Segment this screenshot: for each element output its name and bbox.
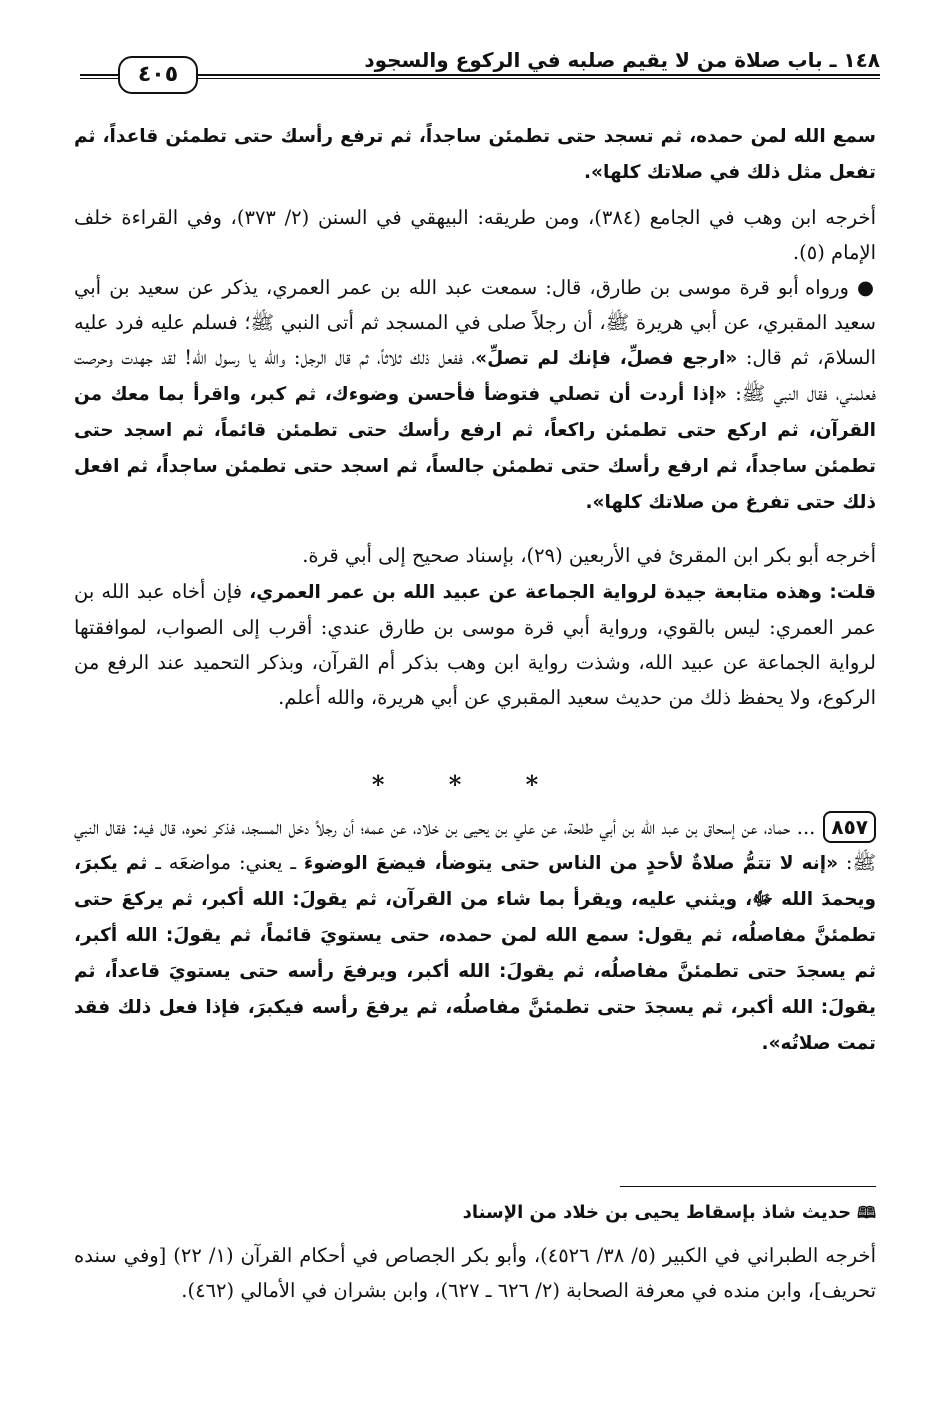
author-comment: فإن أخاه عبد الله بن عمر العمري: ليس بالقوي، ورواية أبي قرة موسى بن طارق عندي: أقرب إلى الصواب، لموافقتها لرواية الجماعة عن عبيد الله، وشذت رواية ابن وهب بذكر أم القرآن، وبذكر التحميد عند الرفع من الركوع، ولا يحفظ ذلك من حديث سعيد المقبري عن أبي هريرة، والله أعلم. [74,580,876,709]
prophet-speech-1: «ارجع فصلِّ، فإنك لم تصلِّ» [475,348,738,369]
running-header [80,46,880,92]
chapter-title: ١٤٨ ـ باب صلاة من لا يقيم صلبه في الركوع والسجود [364,48,880,72]
author-comment-bold: قلت: وهذه متابعة جيدة لرواية الجماعة عن عبيد الله بن عمر العمري، [249,582,876,603]
paragraph-5 [74,574,876,715]
footnote-divider [620,1186,876,1187]
paragraph-2 [74,200,876,270]
section-separator: * * * [371,770,567,799]
page-number: ٤٠٥ [118,56,198,94]
footnote-heading [463,1202,876,1229]
narration-text: ورواه أبو قرة موسى بن طارق، قال: سمعت عبد الله بن عمر العمري، يذكر عن سعيد بن أبي سعيد المقبري، عن أبي هريرة ﷺ، أن رجلاً صلى في المسجد ثم أتى النبي ﷺ؛ فسلم عليه فرد عليه السلامَ، ثم قال: [74,276,877,369]
hadith-number-badge: ٨٥٧ [823,811,876,843]
hadith-text-bold: سمع الله لمن حمده، ثم تسجد حتى تطمئن ساجداً، ثم ترفع رأسك حتى تطمئن قاعداً، ثم تفعل مثل ذلك في صلاتك كلها». [74,126,876,183]
paragraph-4 [74,538,876,573]
narration-text-2: ، ففعل ذلك ثلاثاً، ثم قال الرجل: والله يا رسول الله! لقد جهدت وحرصت فعلمني، فقال النبي ﷺ: [74,346,877,405]
footnote-heading-text: حديث شاذ بإسقاط يحيى بن خلاد من الإسناد [462,1202,852,1223]
matn-bold-1: «إنه لا تتمُّ صلاةٌ لأحدٍ من الناس حتى يتوضأ، فيضعَ الوضوءَ [303,853,839,874]
prophet-speech-2: «إذا أردت أن تصلي فتوضأ فأحسن وضوءك، ثم كبر، واقرأ بما معك من القرآن، ثم اركع حتى تطمئن راكعاً، ثم ارفع رأسك حتى تطمئن قائماً، ثم اسجد حتى تطمئن ساجداً، ثم ارفع رأسك حتى تطمئن جالساً، ثم اسجد حتى تطمئن ساجداً، ثم افعل ذلك حتى تفرغ من صلاتك كلها». [74,384,876,513]
hadith-857 [74,810,876,1061]
takhrij-text: أخرجه ابن وهب في الجامع (٣٨٤)، ومن طريقه: البيهقي في السنن (٢/ ٣٧٣)، وفي القراءة خلف الإمام (٥). [74,206,876,264]
header-rule [80,74,880,79]
book-icon: 🕮 [857,1203,876,1222]
isnad-text: ... حماد، عن إسحاق بن عبد الله بن أبي طلحة، عن علي بن يحيى بن خلاد، عن عمه؛ أن رجلاً دخل المسجد، فذكر نحوه، قال فيه: فقال النبي ﷺ: [74,816,877,874]
footnote-body [74,1238,876,1308]
paragraph-3: ● ورواه أبو قرة موسى بن طارق، قال: سمعت عبد الله بن عمر العمري، يذكر عن سعيد بن أبي سعيد المقبري، عن أبي هريرة ﷺ، أن رجلاً صلى في المسجد ثم أتى النبي ﷺ؛ فسلم عليه فرد عليه السلامَ، ثم قال: «ارجع فصلِّ، فإنك لم تصلِّ»، ففعل ذلك ثلاثاً، ثم قال الرجل: والله يا رسول الله! لقد جهدت وحرصت فعلمني، فقال النبي ﷺ: «إذا أردت أن تصلي فتوضأ فأحسن وضوءك، ثم كبر، واقرأ بما معك من القرآن، ثم اركع حتى تطمئن راكعاً، ثم ارفع رأسك حتى تطمئن قائماً، ثم اسجد حتى تطمئن ساجداً، ثم ارفع رأسك حتى تطمئن جالساً، ثم اسجد حتى تطمئن ساجداً، ثم افعل ذلك حتى تفرغ من صلاتك كلها». [74,276,877,513]
paragraph-1 [74,118,876,190]
matn-gloss: ـ يعني: مواضعَه ـ [147,851,304,874]
takhrij-text-2: أخرجه أبو بكر ابن المقرئ في الأربعين (٢٩)، بإسناد صحيح إلى أبي قرة. [302,544,876,567]
footnote-text: أخرجه الطبراني في الكبير (٥/ ٣٨/ ٤٥٢٦)، وأبو بكر الجصاص في أحكام القرآن (١/ ٢٢) [وفي سنده تحريف]، وابن منده في معرفة الصحابة (٢/ ٦٢٦ ـ ٦٢٧)، وابن بشران في الأمالي (٤٦٢). [74,1244,876,1302]
matn-bold-2: ثم يكبرَ، ويحمدَ الله ﷻ، ويثني عليه، ويقرأ بما شاء من القرآن، ثم يقولَ: الله أكبر، ثم يركعَ حتى تطمئنَّ مفاصلُه، ثم يقول: سمع الله لمن حمده، حتى يستويَ قائماً، ثم يقولَ: الله أكبر، ثم يسجدَ حتى تطمئنَّ مفاصلُه، ثم يقولَ: الله أكبر، ويرفعَ رأسه حتى يستويَ قاعداً، ثم يقولَ: الله أكبر، ثم يسجدَ حتى تطمئنَّ مفاصلُه، ثم يرفعَ رأسه فيكبرَ، فإذا فعل ذلك فقد تمت صلاتُه». [74,853,876,1054]
